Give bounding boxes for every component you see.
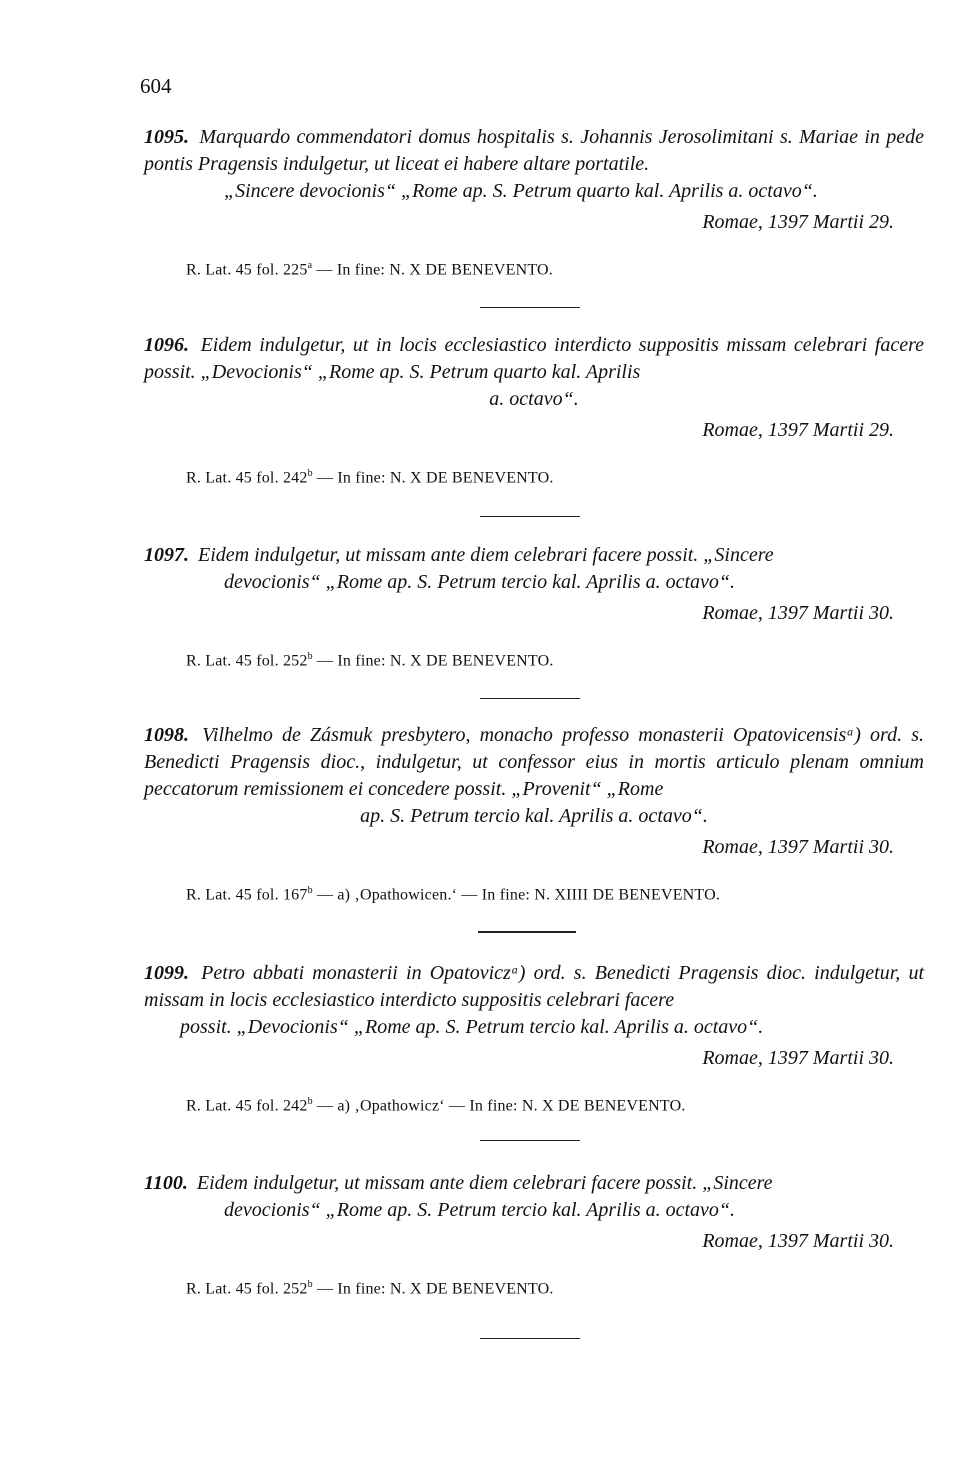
entry-1096 <box>144 332 924 487</box>
entry-date: Romae, 1397 Martii 30. <box>702 1230 894 1252</box>
entry-text-last: a. octavo“. <box>489 388 579 410</box>
separator-rule <box>480 516 580 517</box>
entry-text: Eidem indulgetur, ut in locis ecclesiastico interdicto suppositis missam celebrari facere possit. „Devocionis“ „Rome ap. S. Petrum quarto kal. Aprilis <box>144 334 924 383</box>
entry-number: 1097. <box>144 544 189 566</box>
entry-number: 1095. <box>144 126 189 148</box>
entry-1097 <box>144 542 924 670</box>
entry-1099 <box>144 960 924 1115</box>
entry-date: Romae, 1397 Martii 30. <box>702 602 894 624</box>
entry-1098 <box>144 722 924 904</box>
entry-source: R. Lat. 45 fol. 167$^b$ — a) ‚Opathowicen.‘ — In fine: N. XIIII DE BENEVENTO. <box>186 885 721 904</box>
entry-1095 <box>144 124 924 279</box>
entry-source: R. Lat. 45 fol. 252$^b$ — In fine: N. X DE BENEVENTO. <box>186 651 554 670</box>
entry-date: Romae, 1397 Martii 30. <box>702 836 894 858</box>
entry-date: Romae, 1397 Martii 30. <box>702 1047 894 1069</box>
entry-text-last: devocionis“ „Rome ap. S. Petrum tercio kal. Aprilis a. octavo“. <box>224 571 736 593</box>
entry-source: R. Lat. 45 fol. 225$^a$ — In fine: N. X DE BENEVENTO. <box>186 260 553 279</box>
entry-source: R. Lat. 45 fol. 242$^b$ — In fine: N. X DE BENEVENTO. <box>186 468 554 487</box>
separator-rule <box>478 931 576 933</box>
separator-rule <box>480 1140 580 1141</box>
entry-number: 1098. <box>144 724 189 746</box>
entry-text-last: devocionis“ „Rome ap. S. Petrum tercio kal. Aprilis a. octavo“. <box>224 1199 736 1221</box>
separator-rule <box>480 698 580 699</box>
entry-1100 <box>144 1170 924 1298</box>
entry-text: Vilhelmo de Zásmuk presbytero, monacho professo monasterii Opatovicensisᵃ) ord. s. Benedicti Pragensis dioc., indulgetur, ut confessor eius in mortis articulo plenam omnium peccatorum remissionem ei concedere possit. „Provenit“ „Rome <box>144 724 925 800</box>
entry-text: Eidem indulgetur, ut missam ante diem celebrari facere possit. „Sincere <box>198 544 774 566</box>
separator-rule <box>480 1338 580 1339</box>
entry-source: R. Lat. 45 fol. 252$^b$ — In fine: N. X DE BENEVENTO. <box>186 1279 554 1298</box>
entry-number: 1096. <box>144 334 189 356</box>
entry-date: Romae, 1397 Martii 29. <box>702 419 894 441</box>
separator-rule <box>480 307 580 308</box>
entry-text-last: possit. „Devocionis“ „Rome ap. S. Petrum tercio kal. Aprilis a. octavo“. <box>180 1016 764 1038</box>
entry-text: Eidem indulgetur, ut missam ante diem celebrari facere possit. „Sincere <box>196 1172 773 1194</box>
entry-text-last: ap. S. Petrum tercio kal. Aprilis a. octavo“. <box>360 805 708 827</box>
entry-text: Marquardo commendatori domus hospitalis s. Johannis Jerosolimitani s. Mariae in pede pontis Pragensis indulgetur, ut liceat ei habere altare portatile. <box>144 126 924 175</box>
entry-date: Romae, 1397 Martii 29. <box>702 211 894 233</box>
entry-source: R. Lat. 45 fol. 242$^b$ — a) ‚Opathowicz‘ — In fine: N. X DE BENEVENTO. <box>186 1096 686 1115</box>
entry-number: 1100. <box>144 1172 188 1194</box>
entry-text-last: „Sincere devocionis“ „Rome ap. S. Petrum quarto kal. Aprilis a. octavo“. <box>224 180 818 202</box>
entry-number: 1099. <box>144 962 189 984</box>
page-number: 604 <box>140 74 172 98</box>
entry-text: Petro abbati monasterii in Opatoviczᵃ) ord. s. Benedicti Pragensis dioc. indulgetur, ut missam in locis ecclesiastico interdicto suppositis celebrari facere <box>144 962 925 1011</box>
